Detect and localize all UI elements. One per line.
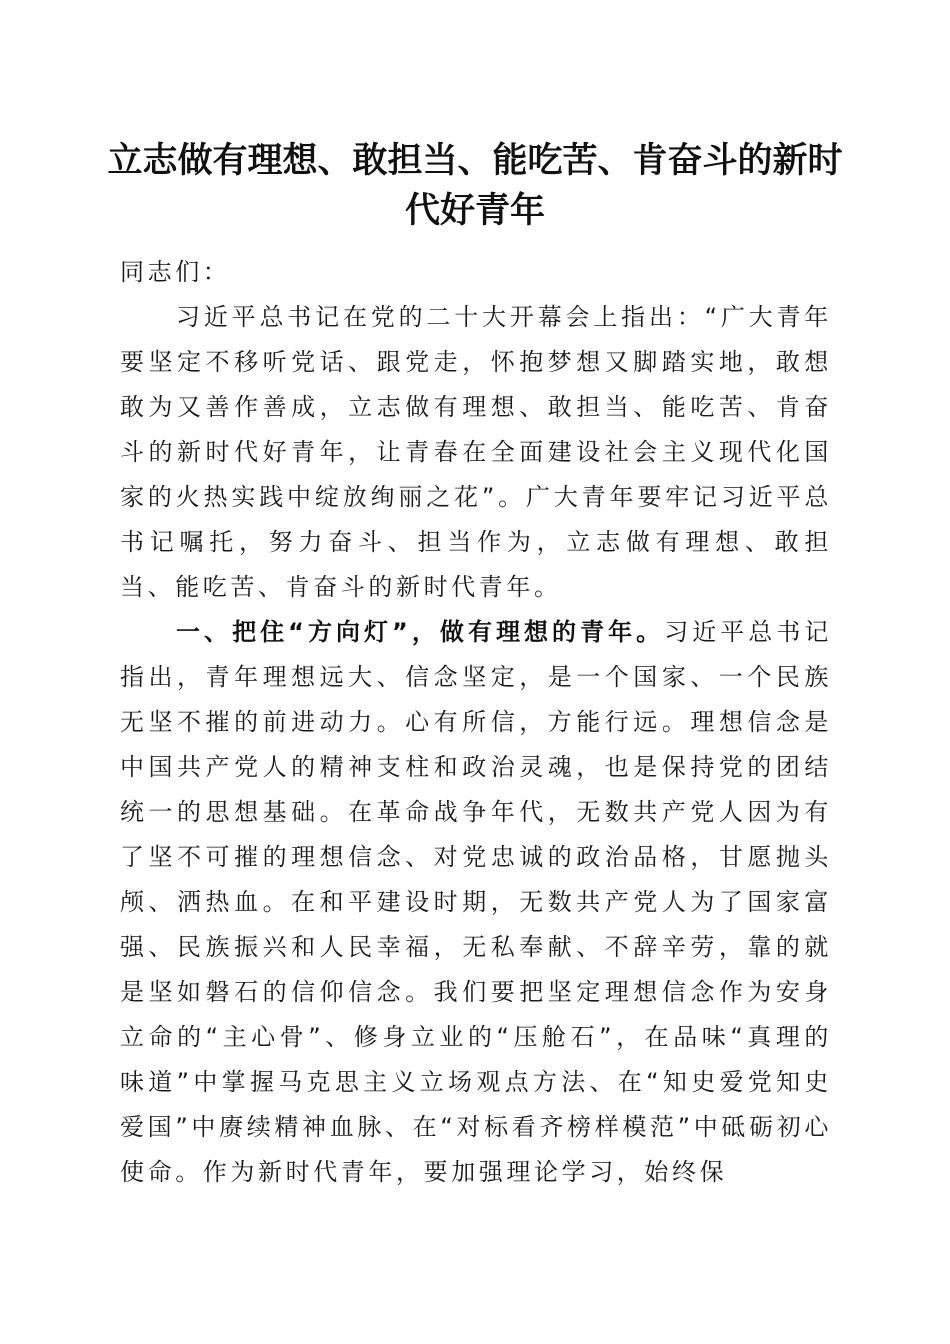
intro-paragraph: 习近平总书记在党的二十大开幕会上指出：“广大青年要坚定不移听党话、跟党走，怀抱梦想又脚踏实地，敢想敢为又善作善成，立志做有理想、敢担当、能吃苦、肯奋斗的新时代好青年，让青春在全面建设社会主义现代化国家的火热实践中绽放绚丽之花”。广大青年要牢记习近平总书记嘱托，努力奋斗、担当作为，立志做有理想、敢担当、能吃苦、肯奋斗的新时代青年。 (120, 303, 832, 601)
section-1-paragraph (120, 610, 832, 1195)
salutation: 同志们： (120, 258, 231, 286)
document-title: 立志做有理想、敢担当、能吃苦、肯奋斗的新时代好青年 (107, 140, 843, 231)
section-1-heading: 一、把住“方向灯”，做有理想的青年。 (176, 618, 665, 646)
section-1-body: 习近平总书记指出，青年理想远大、信念坚定，是一个国家、一个民族无坚不摧的前进动力。心有所信，方能行远。理想信念是中国共产党人的精神支柱和政治灵魂，也是保持党的团结统一的思想基础。在革命战争年代，无数共产党人因为有了坚不可摧的理想信念、对党忠诚的政治品格，甘愿抛头颅、洒热血。在和平建设时期，无数共产党人为了国家富强、民族振兴和人民幸福，无私奉献、不辞辛劳，靠的就是坚如磐石的信仰信念。我们要把坚定理想信念作为安身立命的“主心骨”、修身立业的“压舱石”，在品味“真理的味道”中掌握马克思主义立场观点方法、在“知史爱党知史爱国”中赓续精神血脉、在“对标看齐榜样模范”中砥砺初心使命。作为新时代青年，要加强理论学习，始终保 (120, 618, 832, 1186)
document-body (120, 250, 832, 1195)
